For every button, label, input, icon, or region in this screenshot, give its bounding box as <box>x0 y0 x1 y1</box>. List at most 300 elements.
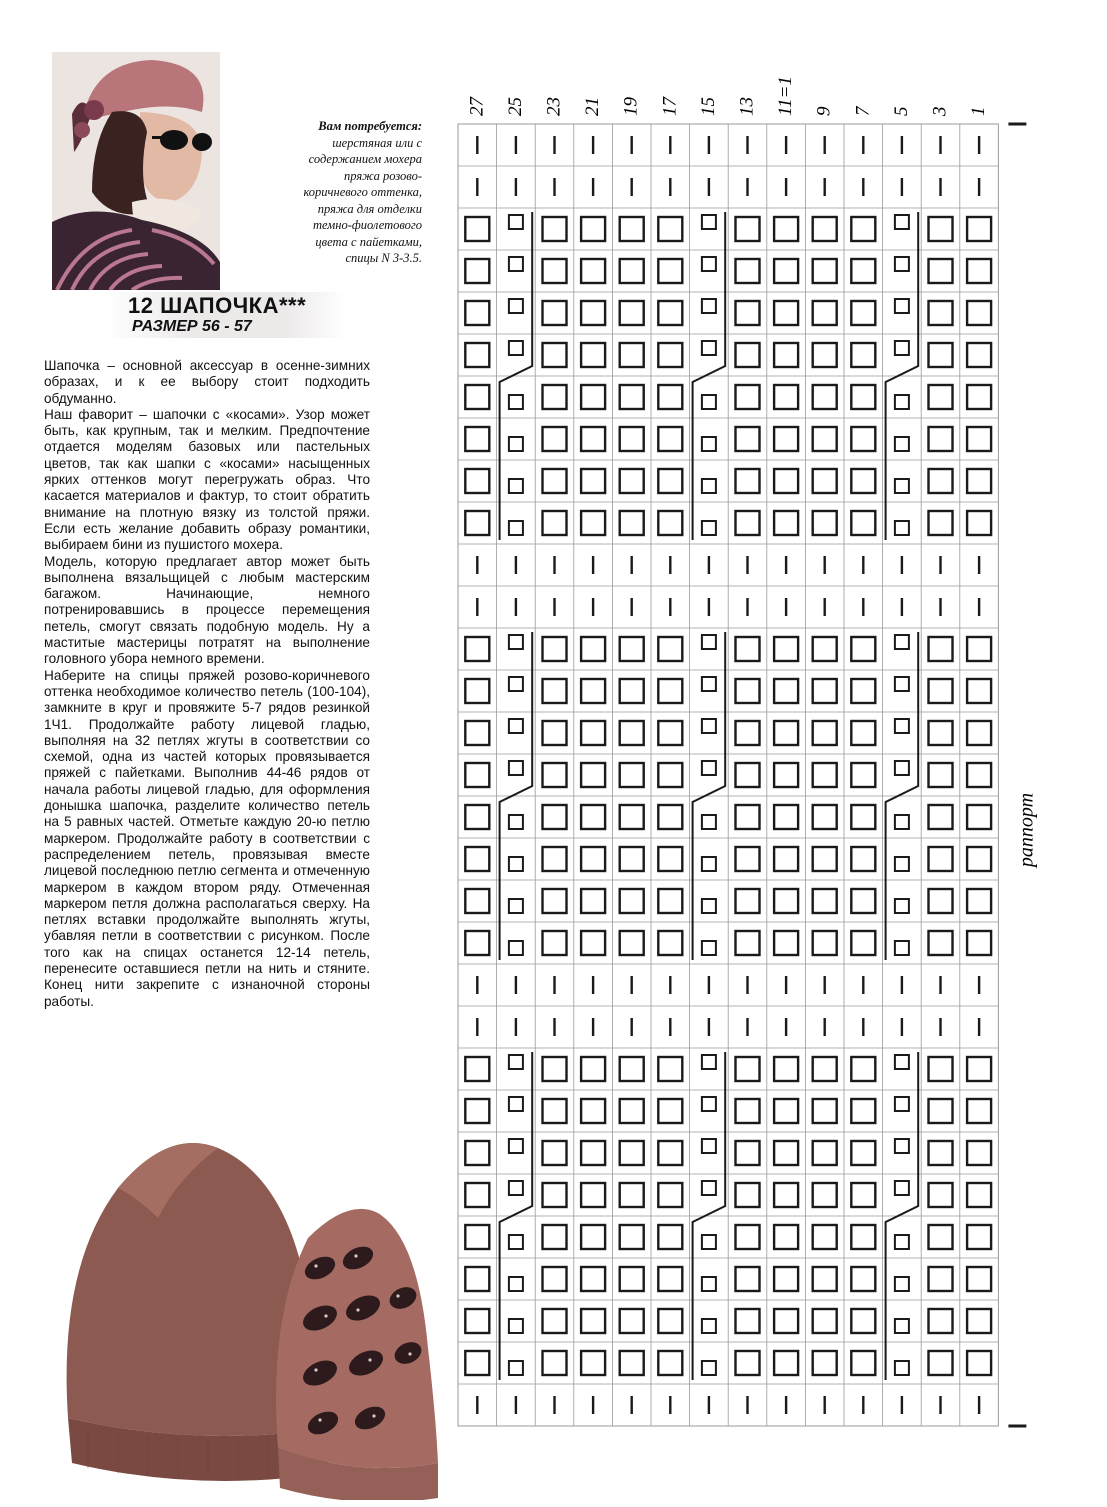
knit-stitch <box>967 1057 991 1081</box>
knit-stitch <box>929 469 953 493</box>
knit-stitch <box>736 511 760 535</box>
knit-stitch <box>929 805 953 829</box>
cable-stitch <box>895 521 909 535</box>
knit-stitch <box>658 385 682 409</box>
knit-stitch <box>813 1183 837 1207</box>
knit-stitch <box>658 1099 682 1123</box>
knit-stitch <box>543 217 567 241</box>
model-photo <box>52 52 220 290</box>
knit-stitch <box>929 427 953 451</box>
knit-stitch <box>465 511 489 535</box>
knit-stitch <box>929 1141 953 1165</box>
knit-stitch <box>774 427 798 451</box>
cable-stitch <box>702 815 716 829</box>
column-label: 13 <box>736 97 758 116</box>
column-label: 11=1 <box>775 76 797 116</box>
knit-stitch <box>658 1267 682 1291</box>
knit-stitch <box>465 721 489 745</box>
knit-stitch <box>967 1225 991 1249</box>
knit-stitch <box>929 1099 953 1123</box>
cable-stitch <box>509 761 523 775</box>
page-title: 12 ШАПОЧКА*** <box>128 293 307 318</box>
column-label: 27 <box>466 97 488 116</box>
knit-stitch <box>658 1225 682 1249</box>
knit-stitch <box>813 217 837 241</box>
knit-stitch <box>658 931 682 955</box>
knit-stitch <box>851 1225 875 1249</box>
knit-stitch <box>851 1099 875 1123</box>
knit-stitch <box>581 1225 605 1249</box>
cable-stitch <box>509 857 523 871</box>
knit-stitch <box>620 805 644 829</box>
knit-stitch <box>967 469 991 493</box>
knit-stitch <box>851 763 875 787</box>
knit-stitch <box>736 469 760 493</box>
knit-stitch <box>581 679 605 703</box>
knit-stitch <box>929 511 953 535</box>
knit-stitch <box>736 721 760 745</box>
knit-stitch <box>967 931 991 955</box>
article-paragraph: Наш фаворит – шапочки с «косами». Узор может быть, как крупным, так и мелким. Предпочтение отдается моделям базовых или пастельных цветов, так как шапки с «косами» насыщенных ярких оттенков могут перегружать образ. Что касается материалов и фактур, то стоит обратить внимание на плотную вязку из толстой пряжи. Если есть желание добавить образу романтики, выбираем бини из пушистого мохера. <box>44 406 370 553</box>
knit-stitch <box>620 1309 644 1333</box>
cable-stitch <box>702 761 716 775</box>
knit-stitch <box>929 217 953 241</box>
knit-stitch <box>774 637 798 661</box>
knit-stitch <box>465 469 489 493</box>
knit-stitch <box>543 385 567 409</box>
cable-stitch <box>702 1181 716 1195</box>
knit-stitch <box>543 301 567 325</box>
cable-stitch <box>895 857 909 871</box>
knit-stitch <box>774 1057 798 1081</box>
knit-stitch <box>774 217 798 241</box>
column-label: 21 <box>582 97 604 116</box>
knit-stitch <box>929 1057 953 1081</box>
knit-stitch <box>736 1267 760 1291</box>
cable-stitch <box>895 1361 909 1375</box>
knit-stitch <box>543 511 567 535</box>
cable-stitch <box>895 1055 909 1069</box>
cable-stitch <box>895 761 909 775</box>
cable-stitch <box>509 677 523 691</box>
knit-stitch <box>658 1057 682 1081</box>
knit-stitch <box>465 427 489 451</box>
knit-stitch <box>929 1351 953 1375</box>
knit-stitch <box>813 889 837 913</box>
knit-stitch <box>851 721 875 745</box>
knit-stitch <box>813 385 837 409</box>
knit-stitch <box>967 511 991 535</box>
knit-stitch <box>736 889 760 913</box>
knit-stitch <box>658 637 682 661</box>
cable-stitch <box>702 857 716 871</box>
knit-stitch <box>813 679 837 703</box>
knit-stitch <box>581 763 605 787</box>
knit-stitch <box>774 1141 798 1165</box>
knit-stitch <box>813 1351 837 1375</box>
knit-stitch <box>967 679 991 703</box>
knit-stitch <box>929 763 953 787</box>
knit-stitch <box>929 721 953 745</box>
cable-stitch <box>509 1097 523 1111</box>
cable-stitch <box>509 1235 523 1249</box>
knit-stitch <box>620 763 644 787</box>
cable-stitch <box>702 1361 716 1375</box>
cable-stitch <box>702 215 716 229</box>
knit-stitch <box>929 637 953 661</box>
knit-stitch <box>774 679 798 703</box>
knit-stitch <box>967 385 991 409</box>
cable-stitch <box>509 1055 523 1069</box>
knit-stitch <box>543 343 567 367</box>
knit-stitch <box>851 1183 875 1207</box>
knit-stitch <box>813 427 837 451</box>
cable-stitch <box>895 299 909 313</box>
knit-stitch <box>581 1099 605 1123</box>
knit-stitch <box>465 1309 489 1333</box>
knit-stitch <box>465 637 489 661</box>
knit-stitch <box>774 1225 798 1249</box>
column-label: 15 <box>697 97 719 116</box>
cable-stitch <box>895 395 909 409</box>
knit-stitch <box>736 1141 760 1165</box>
knit-stitch <box>543 763 567 787</box>
cable-stitch <box>895 815 909 829</box>
cable-stitch <box>702 437 716 451</box>
knit-stitch <box>581 805 605 829</box>
knit-stitch <box>774 259 798 283</box>
cable-stitch <box>509 437 523 451</box>
knit-stitch <box>658 721 682 745</box>
knit-stitch <box>620 259 644 283</box>
knit-stitch <box>658 1183 682 1207</box>
cable-stitch <box>702 899 716 913</box>
column-label: 19 <box>620 97 642 116</box>
knit-stitch <box>929 1267 953 1291</box>
knit-stitch <box>929 889 953 913</box>
knit-stitch <box>736 763 760 787</box>
knit-stitch <box>851 931 875 955</box>
knit-stitch <box>620 1351 644 1375</box>
knit-stitch <box>543 1099 567 1123</box>
knit-stitch <box>465 805 489 829</box>
cable-stitch <box>509 479 523 493</box>
knit-stitch <box>736 637 760 661</box>
cable-stitch <box>702 1277 716 1291</box>
knit-stitch <box>813 847 837 871</box>
knit-stitch <box>967 217 991 241</box>
knit-stitch <box>543 1141 567 1165</box>
knit-stitch <box>851 805 875 829</box>
materials-line: цвета с пайетками, <box>315 234 422 249</box>
knit-stitch <box>967 721 991 745</box>
knit-stitch <box>465 1225 489 1249</box>
cable-stitch <box>895 215 909 229</box>
knit-stitch <box>736 259 760 283</box>
knit-stitch <box>851 847 875 871</box>
column-label: 7 <box>852 106 874 116</box>
knit-stitch <box>736 1183 760 1207</box>
knit-stitch <box>851 343 875 367</box>
knit-stitch <box>465 259 489 283</box>
knit-stitch <box>774 1267 798 1291</box>
article-paragraph: Модель, которую предлагает автор может быть выполнена вязальщицей с любым мастерским багажом. Начинающие, немного потренировавшись в процессе перемещения петель, смогут связать подобную модель. Ну а маститые мастерицы потратят на выполнение головного убора немного времени. <box>44 553 370 667</box>
cable-stitch <box>509 1181 523 1195</box>
column-label: 1 <box>968 106 990 116</box>
knit-stitch <box>929 1183 953 1207</box>
knit-stitch <box>581 1057 605 1081</box>
knit-stitch <box>620 721 644 745</box>
knit-stitch <box>736 847 760 871</box>
knit-stitch <box>620 637 644 661</box>
knit-stitch <box>851 301 875 325</box>
size-subtitle: РАЗМЕР 56 - 57 <box>132 318 252 335</box>
knit-stitch <box>774 1099 798 1123</box>
knit-stitch <box>465 847 489 871</box>
cable-stitch <box>895 677 909 691</box>
knit-stitch <box>967 301 991 325</box>
knit-stitch <box>774 847 798 871</box>
knit-stitch <box>465 931 489 955</box>
cable-stitch <box>702 299 716 313</box>
knit-stitch <box>620 385 644 409</box>
knit-stitch <box>851 1141 875 1165</box>
knit-stitch <box>851 1351 875 1375</box>
knit-stitch <box>465 679 489 703</box>
cable-stitch <box>702 1139 716 1153</box>
knit-stitch <box>851 427 875 451</box>
knit-stitch <box>581 1183 605 1207</box>
cable-stitch <box>509 1319 523 1333</box>
knit-stitch <box>929 385 953 409</box>
knit-stitch <box>465 889 489 913</box>
knit-stitch <box>465 763 489 787</box>
cable-stitch <box>702 677 716 691</box>
knit-stitch <box>658 427 682 451</box>
cable-stitch <box>702 1235 716 1249</box>
cable-stitch <box>702 1055 716 1069</box>
knit-stitch <box>581 1309 605 1333</box>
article-text <box>44 358 370 1010</box>
knit-stitch <box>581 469 605 493</box>
knit-stitch <box>813 805 837 829</box>
knit-stitch <box>813 1309 837 1333</box>
cable-stitch <box>702 341 716 355</box>
hats-photo <box>58 1118 444 1500</box>
knit-stitch <box>658 889 682 913</box>
knit-stitch <box>581 889 605 913</box>
knit-stitch <box>967 805 991 829</box>
knit-stitch <box>620 889 644 913</box>
knit-stitch <box>658 217 682 241</box>
knit-stitch <box>851 1267 875 1291</box>
knit-stitch <box>851 511 875 535</box>
materials-line: спицы N 3-3.5. <box>345 251 422 265</box>
knit-stitch <box>929 931 953 955</box>
knit-stitch <box>581 1267 605 1291</box>
knit-stitch <box>736 679 760 703</box>
knit-stitch <box>543 721 567 745</box>
knit-stitch <box>967 1267 991 1291</box>
cable-stitch <box>509 395 523 409</box>
knit-stitch <box>813 1099 837 1123</box>
knit-stitch <box>813 511 837 535</box>
cable-stitch <box>895 1097 909 1111</box>
materials-heading: Вам потребуется: <box>318 119 422 133</box>
cable-stitch <box>509 719 523 733</box>
materials-line: коричневого оттенка, <box>303 185 422 199</box>
cable-stitch <box>702 719 716 733</box>
knit-stitch <box>658 1351 682 1375</box>
knit-stitch <box>774 805 798 829</box>
knit-stitch <box>543 259 567 283</box>
article-paragraph: Наберите на спицы пряжей розово-коричневого оттенка необходимое количество петель (100-104), замкните в круг и провяжите 5-7 рядов резинкой 1Ч1. Продолжайте работу лицевой гладью, выполняя на 32 петлях жгуты в соответствии со схемой, одна из частей которых провязывается пряжей с пайетками. Выполнив 44-46 рядов от начала работы лицевой гладью, для оформления донышка шапочка, разделите количество петель на 5 равных частей. Отметьте каждую 20-ю петлю маркером. Продолжайте работу в соответствии с распределением петель, провязывая вместе лицевой последнюю петлю сегмента и отмеченную маркером в каждом втором ряду. Отмеченная маркером петля должна располагаться сверху. На петлях вставки продолжайте выполнять жгуты, убавляя петли в соответствии с рисунком. После того как на спицах останется 12-14 петель, перенесите оставшиеся петли на нить и стяните. Конец нити закрепите с изнаночной стороны работы. <box>44 667 370 1009</box>
cable-stitch <box>509 521 523 535</box>
cable-stitch <box>702 1097 716 1111</box>
column-label: 5 <box>890 106 912 116</box>
knit-stitch <box>465 301 489 325</box>
knit-stitch <box>581 385 605 409</box>
cable-stitch <box>509 941 523 955</box>
article-paragraph: Шапочка – основной аксессуар в осенне-зимних образах, и к ее выбору стоит подходить обдуманно. <box>44 358 370 406</box>
knit-stitch <box>465 1351 489 1375</box>
rapport-label: раппорт <box>1015 792 1038 868</box>
knit-stitch <box>736 1351 760 1375</box>
knit-stitch <box>736 427 760 451</box>
cable-stitch <box>895 341 909 355</box>
materials-line: пряжа розово- <box>344 168 422 183</box>
knit-stitch <box>929 1309 953 1333</box>
knit-stitch <box>465 385 489 409</box>
knit-stitch <box>736 1225 760 1249</box>
column-label: 3 <box>929 106 951 116</box>
column-label: 17 <box>659 97 681 116</box>
knit-stitch <box>736 217 760 241</box>
knit-stitch <box>465 1099 489 1123</box>
knit-stitch <box>967 427 991 451</box>
knit-stitch <box>543 427 567 451</box>
cable-stitch <box>702 395 716 409</box>
knit-stitch <box>581 931 605 955</box>
knit-stitch <box>658 469 682 493</box>
knit-stitch <box>736 931 760 955</box>
cable-stitch <box>702 479 716 493</box>
cable-stitch <box>509 257 523 271</box>
column-label: 23 <box>543 97 565 116</box>
knit-stitch <box>851 385 875 409</box>
knit-stitch <box>543 805 567 829</box>
cable-stitch <box>509 1139 523 1153</box>
knit-stitch <box>813 259 837 283</box>
cable-stitch <box>895 257 909 271</box>
knit-stitch <box>774 1183 798 1207</box>
knit-stitch <box>620 1141 644 1165</box>
knit-stitch <box>620 427 644 451</box>
cable-stitch <box>895 479 909 493</box>
materials-line: шерстяная или с <box>332 135 422 150</box>
knit-stitch <box>851 217 875 241</box>
cable-stitch <box>702 635 716 649</box>
knit-stitch <box>658 805 682 829</box>
knit-stitch <box>620 511 644 535</box>
knit-stitch <box>967 1309 991 1333</box>
cable-stitch <box>702 1319 716 1333</box>
knit-stitch <box>620 1057 644 1081</box>
knit-stitch <box>813 469 837 493</box>
knit-stitch <box>543 1309 567 1333</box>
knit-stitch <box>813 931 837 955</box>
knit-stitch <box>465 1057 489 1081</box>
knit-stitch <box>967 1351 991 1375</box>
cable-stitch <box>895 1319 909 1333</box>
knit-stitch <box>813 763 837 787</box>
knit-stitch <box>774 1309 798 1333</box>
cable-stitch <box>509 215 523 229</box>
materials-line: пряжа для отделки <box>317 201 422 216</box>
knit-stitch <box>736 301 760 325</box>
cable-stitch <box>509 299 523 313</box>
materials-line: содержанием мохера <box>308 152 422 166</box>
knit-stitch <box>581 721 605 745</box>
cable-stitch <box>895 635 909 649</box>
knit-stitch <box>736 1309 760 1333</box>
knit-stitch <box>774 343 798 367</box>
knit-stitch <box>967 637 991 661</box>
knit-stitch <box>774 763 798 787</box>
knit-stitch <box>465 1183 489 1207</box>
knit-stitch <box>543 847 567 871</box>
knit-stitch <box>774 889 798 913</box>
knit-stitch <box>620 217 644 241</box>
cable-stitch <box>509 341 523 355</box>
knit-stitch <box>465 343 489 367</box>
knit-stitch <box>581 1351 605 1375</box>
knit-stitch <box>967 1099 991 1123</box>
knit-stitch <box>929 343 953 367</box>
column-label: 9 <box>813 106 835 116</box>
knit-stitch <box>736 1099 760 1123</box>
knit-stitch <box>620 301 644 325</box>
knit-stitch <box>813 1267 837 1291</box>
knitting-chart-svg <box>440 50 1050 1490</box>
knit-stitch <box>929 847 953 871</box>
cable-stitch <box>895 1139 909 1153</box>
knit-stitch <box>581 259 605 283</box>
knit-stitch <box>543 679 567 703</box>
knit-stitch <box>543 469 567 493</box>
knit-stitch <box>736 343 760 367</box>
knit-stitch <box>620 469 644 493</box>
knit-stitch <box>774 469 798 493</box>
knit-stitch <box>813 1141 837 1165</box>
knit-stitch <box>774 301 798 325</box>
knit-stitch <box>543 1267 567 1291</box>
knit-stitch <box>774 721 798 745</box>
knit-stitch <box>658 763 682 787</box>
knit-stitch <box>658 679 682 703</box>
knit-stitch <box>465 1141 489 1165</box>
knit-stitch <box>581 637 605 661</box>
knit-stitch <box>581 847 605 871</box>
knit-stitch <box>543 1225 567 1249</box>
knit-stitch <box>620 1099 644 1123</box>
cable-stitch <box>895 1277 909 1291</box>
knit-stitch <box>581 511 605 535</box>
knit-stitch <box>774 1351 798 1375</box>
knit-stitch <box>774 511 798 535</box>
materials-list <box>236 118 422 267</box>
knit-stitch <box>543 1351 567 1375</box>
